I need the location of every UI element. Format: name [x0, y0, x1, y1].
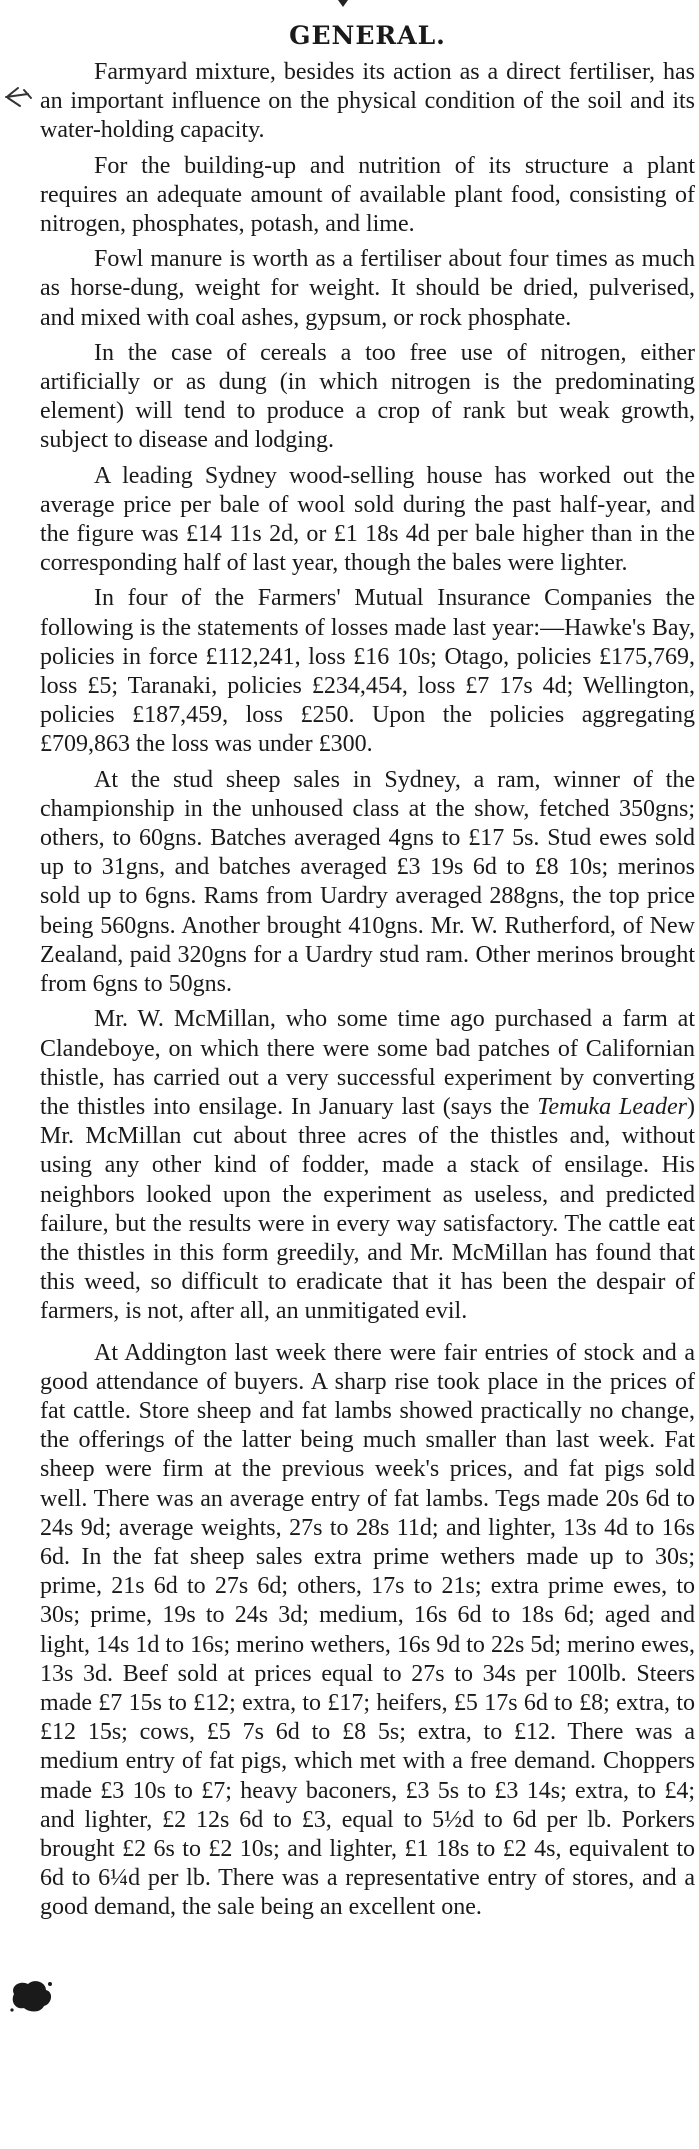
paragraph-plant-nutrition: For the building-up and nutrition of its structure a plant requires an adequate amount of available plant food, consisting of nitrogen, phosphates, potash, and lime. — [40, 152, 695, 238]
page-edge-mark-icon — [336, 0, 350, 8]
newspaper-source: Temuka Leader — [537, 1093, 687, 1120]
paragraph-sydney-wool: A leading Sydney wood-selling house has worked out the average price per bale of wool sold during the past half-year, and the figure was £14 11s 2d, or £1 18s 4d per bale higher than in the corresponding half of last year, though the bales were lighter. — [40, 462, 695, 577]
pencil-arrow-icon — [4, 84, 34, 110]
paragraph-thistle-ensilage — [40, 1005, 695, 1326]
paragraph-fowl-manure: Fowl manure is worth as a fertiliser about four times as much as horse-dung, weight for weight. It should be dried, pulverised, and mixed with coal ashes, gypsum, or rock phosphate. — [40, 246, 695, 331]
ink-blot-icon — [6, 1976, 56, 2016]
paragraph-insurance-losses: In four of the Farmers' Mutual Insurance Companies the following is the statements of losses made last year:—Hawke's Bay, policies in force £112,241, loss £16 10s; Otago, policies £175,769, loss £5; Taranaki, policies £234,454, loss £7 17s 4d; Wellington, policies £187,459, loss £250. Upon the policies aggregating £709,863 the loss was under £300. — [40, 585, 695, 758]
article-column — [40, 20, 695, 1923]
thistle-text-start: Mr. W. McMillan, who some time ago purchased a farm at Clandeboye, on which there were some bad patches of Californian thistle, has carried out a very successful experiment by converting the thistles into ensilage. In January last (says the — [40, 1006, 695, 1120]
paragraph-stud-sheep-sales: At the stud sheep sales in Sydney, a ram, winner of the championship in the unhoused class at the show, fetched 350gns; others, to 60gns. Batches averaged 4gns to £17 5s. Stud ewes sold up to 31gns, and batches averaged £3 19s 6d to £8 10s; merinos sold up to 6gns. Rams from Uardry averaged 288gns, the top price being 560gns. Another brought 410gns. Mr. W. Rutherford, of New Zealand, paid 320gns for a Uardry stud ram. Other merinos brought from 6gns to 50gns. — [40, 766, 695, 998]
paragraph-cereals-nitrogen: In the case of cereals a too free use of nitrogen, either artificially or as dung (in which nitrogen is the predominating element) will tend to produce a crop of rank but weak growth, subject to disease and lodging. — [40, 339, 695, 454]
thistle-text-end: ) Mr. McMillan cut about three acres of the thistles and, without using any other kind of fodder, made a stack of ensilage. His neighbors looked upon the experiment as useless, and predicted failure, but the results were in every way satisfactory. The cattle eat the thistles in this form greedily, and Mr. McMillan has found that this weed, so difficult to eradicate that it has been the despair of farmers, is not, after all, an unmitigated evil. — [40, 1093, 695, 1325]
paragraph-farmyard-mixture: Farmyard mixture, besides its action as a direct fertiliser, has an important influence on the physical condition of the soil and its water-holding capacity. — [40, 59, 695, 144]
section-heading: GENERAL. — [289, 21, 446, 50]
paragraph-addington-sales: At Addington last week there were fair entries of stock and a good attendance of buyers. A sharp rise took place in the prices of fat cattle. Store sheep and fat lambs showed practically no change, the offerings of the latter being much smaller than last week. Fat sheep were firm at the previous week's prices, and fat pigs sold well. There was an average entry of fat lambs. Tegs made 20s 6d to 24s 9d; average weights, 27s to 28s 11d; and lighter, 13s 4d to 16s 6d. In the fat sheep sales extra prime wethers made up to 30s; prime, 21s 6d to 27s 6d; others, 17s to 21s; extra prime ewes, to 30s; prime, 19s to 24s 3d; medium, 16s 6d to 18s 6d; aged and light, 14s 1d to 16s; merino wethers, 16s 9d to 22s 5d; merino ewes, 13s 3d. Beef sold at prices equal to 27s to 34s per 100lb. Steers made £7 15s to £12; extra, to £17; heifers, £5 17s 6d to £8; extra, to £12 15s; cows, £5 7s 6d to £8 5s; extra, to £12. There was a medium entry of fat pigs, which met with a free demand. Choppers made £3 10s to £7; heavy baconers, £3 5s to £3 14s; extra, to £4; and lighter, £2 12s 6d to £3, equal to 5½d to 6d per lb. Porkers brought £2 6s to £2 10s; and lighter, £1 18s to £2 4s, equivalent to 6d to 6¼d per lb. There was a representative entry of stores, and a good demand, the sale being an excellent one. — [40, 1339, 695, 1921]
